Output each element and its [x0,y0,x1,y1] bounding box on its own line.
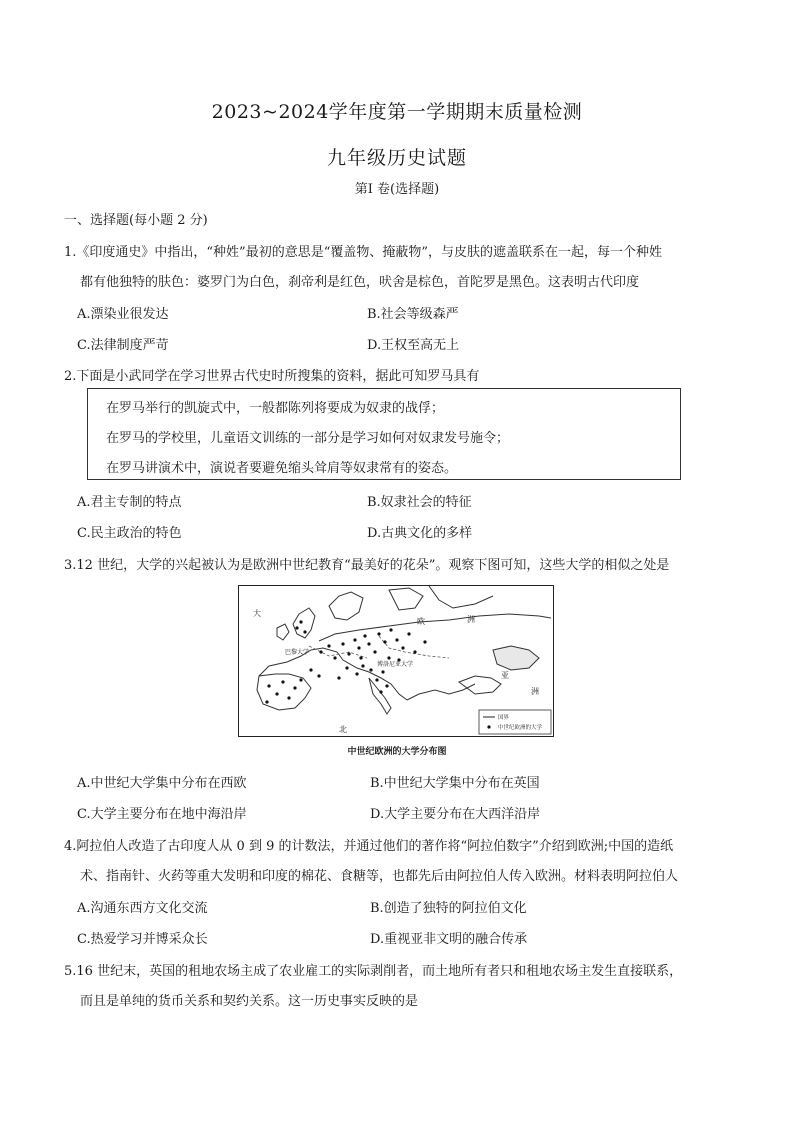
map-label-bologna: 博洛尼亚大学 [377,661,414,668]
map-label-da: 大 [253,609,261,618]
q2-stem-line-1: 2.下面是小武同学在学习世界古代史时所搜集的资料，据此可知罗马具有 [64,369,480,384]
q3-stem-line-1: 3.12 世纪，大学的兴起被认为是欧洲中世纪教育“最美好的花朵”。观察下图可知，这些大学的相似之处是 [64,558,670,573]
q4-option-b[interactable]: B.创造了独特的阿拉伯文化 [370,901,527,916]
q2-option-c[interactable]: C.民主政治的特色 [77,526,182,541]
q2-source-line-1: 在罗马举行的凯旋式中，一般都陈列将要成为奴隶的战俘； [106,401,445,416]
q2-source-box [87,388,681,480]
q3-option-a[interactable]: A.中世纪大学集中分布在西欧 [77,776,247,791]
legend-border: 国界 [498,715,510,721]
map-label-bei: 北 [339,725,347,734]
q1-stem-line-1: 1.《印度通史》中指出，“种姓”最初的意思是“覆盖物、掩蔽物”，与皮肤的遮盖联系在一起，每一个种姓 [64,245,662,260]
map-label-zhou-1: 洲 [467,615,475,624]
map-label-ou: 欧 [417,617,425,626]
q1-stem-line-2: 都有他独特的肤色：婆罗门为白色，刹帝利是红色，吠舍是棕色，首陀罗是黑色。这表明古代印度 [80,275,640,290]
q2-option-d[interactable]: D.古典文化的多样 [367,526,473,541]
q4-option-a[interactable]: A.沟通东西方文化交流 [77,901,208,916]
exam-title: 2023~2024学年度第一学期期末质量检测 [211,101,583,123]
medieval-university-map [238,585,554,737]
map-label-paris: 巴黎大学 [285,649,310,656]
map-caption: 中世纪欧洲的大学分布图 [347,747,447,757]
q3-option-c[interactable]: C.大学主要分布在地中海沿岸 [77,807,247,822]
volume-label: 第Ⅰ 卷(选择题) [354,182,440,197]
map-graphic [239,586,553,736]
q4-option-d[interactable]: D.重视亚非文明的融合传承 [370,932,528,947]
q5-stem-line-2: 而且是单纯的货币关系和契约关系。这一历史事实反映的是 [80,994,419,1009]
q4-stem-line-1: 4.阿拉伯人改造了古印度人从 0 到 9 的计数法，并通过他们的著作将“阿拉伯数字”介绍到欧洲;中国的造纸 [64,839,674,854]
q2-source-line-3: 在罗马讲演术中，演说者要避免缩头耸肩等奴隶常有的姿态。 [106,461,458,476]
exam-subtitle: 九年级历史试题 [326,147,467,169]
q4-option-c[interactable]: C.热爱学习并博采众长 [77,932,208,947]
q1-option-d[interactable]: D.王权至高无上 [367,338,460,353]
q1-option-b[interactable]: B.社会等级森严 [367,307,459,322]
q1-option-c[interactable]: C.法律制度严苛 [77,338,169,353]
map-label-zhou-2: 洲 [531,687,539,696]
map-legend [479,710,551,734]
q4-stem-line-2: 术、指南针、火药等重大发明和印度的棉花、食糖等，也都先后由阿拉伯人传入欧洲。材料表明阿拉伯人 [80,869,679,884]
q3-option-b[interactable]: B.中世纪大学集中分布在英国 [370,776,540,791]
q2-source-line-2: 在罗马的学校里，儿童语文训练的一部分是学习如何对奴隶发号施令； [106,431,510,446]
section-heading: 一、选择题(每小题 2 分) [64,213,208,228]
legend-university: 中世纪欧洲的大学 [498,725,543,731]
map-label-ya: 亚 [501,671,509,680]
q2-option-b[interactable]: B.奴隶社会的特征 [367,495,472,510]
q2-option-a[interactable]: A.君主专制的特点 [77,495,182,510]
q1-option-a[interactable]: A.漂染业很发达 [77,307,169,322]
q5-stem-line-1: 5.16 世纪末，英国的租地农场主成了农业雇工的实际剥削者，而土地所有者只和租地农场主发生直接联系， [64,964,683,979]
q3-option-d[interactable]: D.大学主要分布在大西洋沿岸 [370,807,541,822]
